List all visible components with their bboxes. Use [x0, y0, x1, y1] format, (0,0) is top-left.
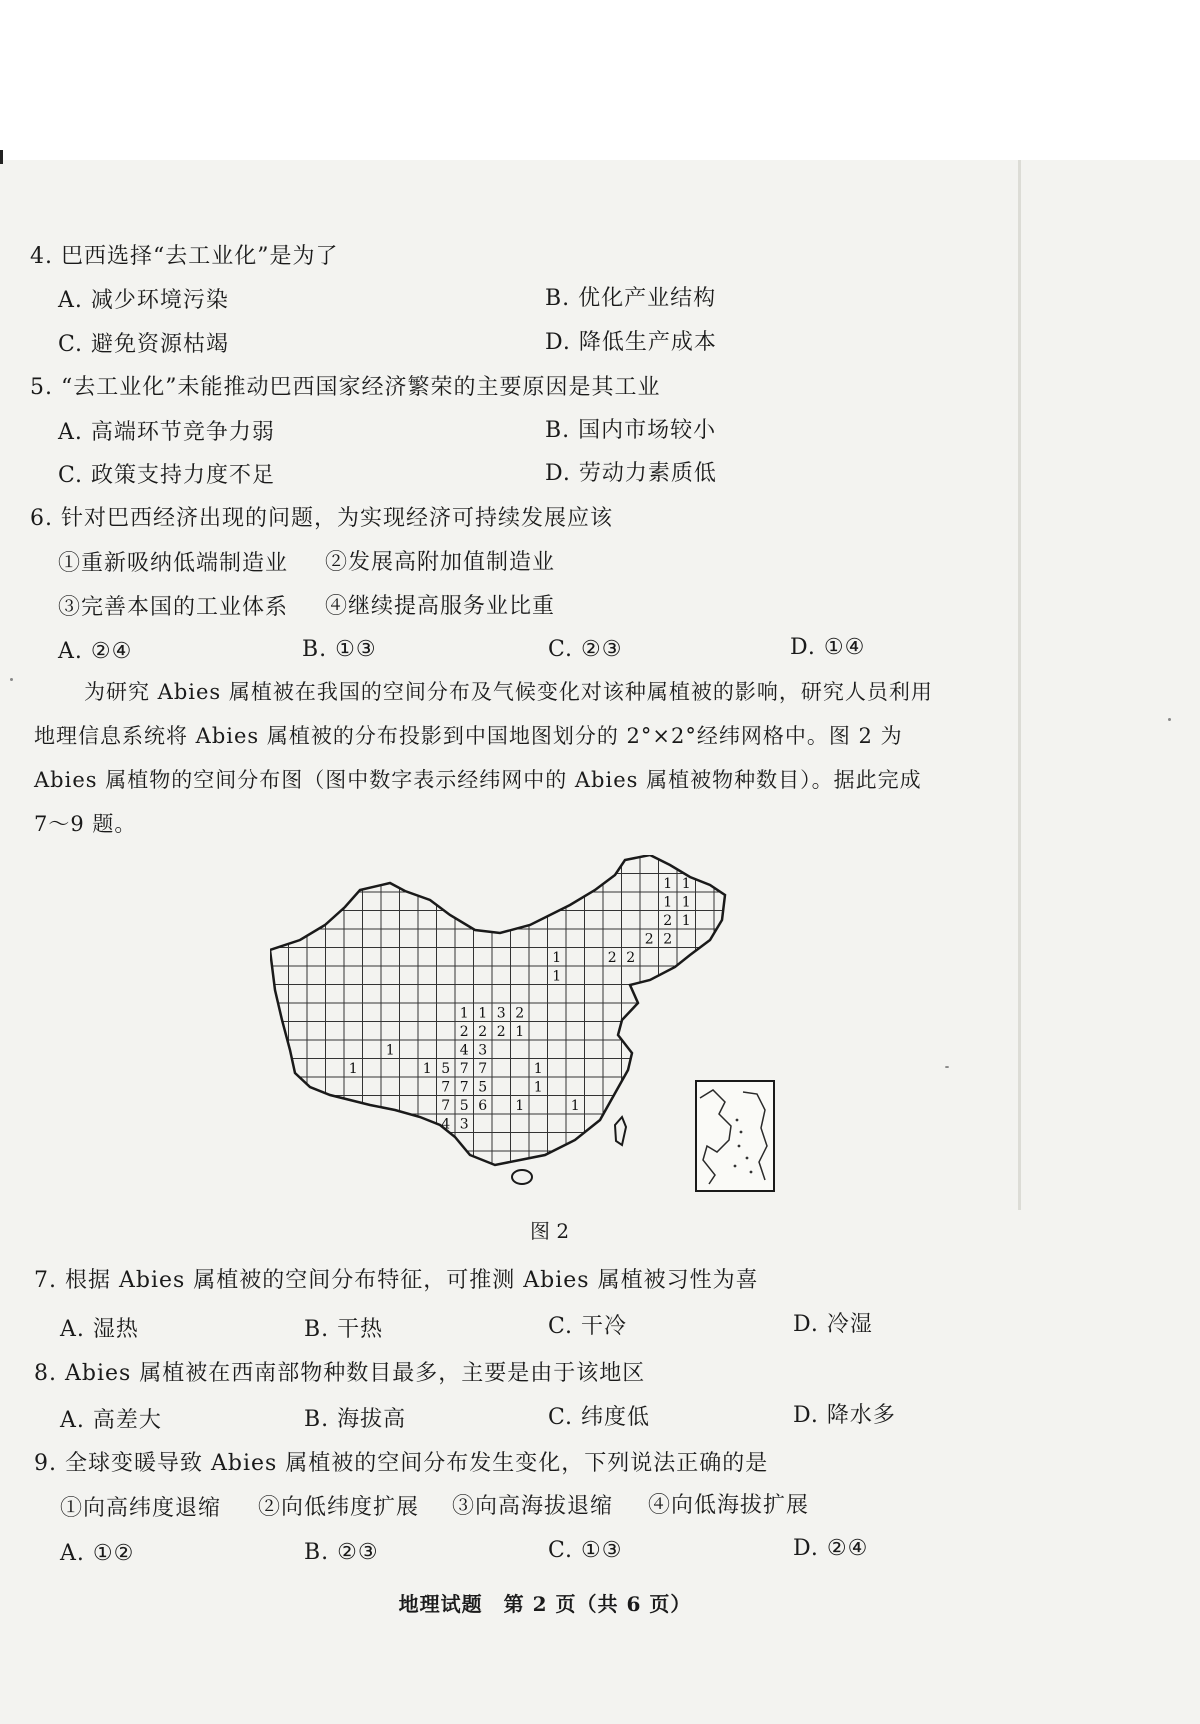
q6-option-d: D. ①④ — [790, 635, 866, 660]
q9-option-b: B. ②③ — [304, 1540, 379, 1565]
grid-species-count: 2 — [515, 1005, 525, 1022]
q8-option-d: D. 降水多 — [793, 1403, 896, 1428]
scan-mark — [0, 150, 3, 164]
q7-option-b: B. 干热 — [304, 1317, 384, 1342]
south-china-sea-inset — [695, 1080, 775, 1192]
grid-species-count: 1 — [348, 1060, 358, 1077]
q9-option-d: D. ②④ — [793, 1536, 869, 1561]
grid-species-count: 5 — [459, 1097, 469, 1114]
q8-option-c: C. 纬度低 — [548, 1405, 651, 1430]
grid-species-count: 1 — [459, 1005, 469, 1022]
grid-species-count: 2 — [478, 1023, 488, 1040]
grid-species-count: 1 — [515, 1097, 525, 1114]
grid-species-count: 2 — [607, 949, 617, 966]
passage-line-2: 地理信息系统将 Abies 属植被的分布投影到中国地图划分的 2°×2°经纬网格中。图 2 为 — [34, 724, 903, 748]
scan-speck — [10, 678, 13, 681]
q7-stem: 7. 根据 Abies 属植被的空间分布特征，可推测 Abies 属植被习性为喜 — [34, 1268, 759, 1293]
q4-option-c: C. 避免资源枯竭 — [58, 332, 230, 357]
grid-species-count: 2 — [459, 1023, 469, 1040]
q6-stem: 6. 针对巴西经济出现的问题，为实现经济可持续发展应该 — [30, 506, 613, 531]
grid-species-count: 7 — [478, 1060, 488, 1077]
grid-species-count: 1 — [570, 1097, 580, 1114]
grid-species-count: 3 — [478, 1042, 488, 1059]
q8-stem: 8. Abies 属植被在西南部物种数目最多，主要是由于该地区 — [34, 1361, 646, 1386]
q6-option-c: C. ②③ — [548, 637, 623, 662]
grid-species-count: 1 — [552, 968, 562, 985]
page-fold-shadow — [1018, 160, 1021, 1210]
passage-line-4: 7～9 题。 — [34, 812, 137, 836]
grid-species-count: 7 — [441, 1079, 451, 1096]
taiwan-outline — [615, 1117, 626, 1145]
scan-speck — [945, 1066, 949, 1068]
grid-species-count: 2 — [644, 931, 654, 948]
q6-option-a: A. ②④ — [58, 639, 133, 664]
grid-species-count: 3 — [496, 1005, 506, 1022]
grid-species-count: 4 — [459, 1042, 469, 1059]
q7-option-a: A. 湿热 — [60, 1317, 139, 1342]
q4-stem: 4. 巴西选择“去工业化”是为了 — [30, 244, 339, 269]
inset-svg — [695, 1080, 775, 1192]
q9-statement-4: ④向低海拔扩展 — [648, 1493, 810, 1518]
q9-option-c: C. ①③ — [548, 1538, 623, 1563]
q9-statement-3: ③向高海拔退缩 — [452, 1494, 614, 1519]
grid-species-count: 1 — [515, 1023, 525, 1040]
q6-statement-4: ④继续提高服务业比重 — [325, 594, 556, 619]
grid-count-labels — [349, 876, 691, 1133]
q5-option-c: C. 政策支持力度不足 — [58, 463, 276, 488]
grid-species-count: 3 — [459, 1116, 469, 1133]
grid-species-count: 5 — [441, 1060, 451, 1077]
q9-stem: 9. 全球变暖导致 Abies 属植被的空间分布发生变化，下列说法正确的是 — [34, 1451, 769, 1476]
grid-species-count: 1 — [478, 1005, 488, 1022]
grid-species-count: 5 — [478, 1079, 488, 1096]
q8-option-b: B. 海拔高 — [304, 1407, 407, 1432]
passage-line-1: 为研究 Abies 属植被在我国的空间分布及气候变化对该种属植被的影响，研究人员利用 — [84, 680, 933, 704]
grid-species-count: 2 — [663, 912, 673, 929]
grid-species-count: 1 — [422, 1060, 432, 1077]
q5-stem: 5. “去工业化”未能推动巴西国家经济繁荣的主要原因是其工业 — [30, 375, 661, 400]
q9-statement-1: ①向高纬度退缩 — [60, 1496, 222, 1521]
grid-species-count: 4 — [441, 1116, 451, 1133]
grid-species-count: 6 — [478, 1097, 488, 1114]
q4-option-a: A. 减少环境污染 — [58, 288, 229, 313]
grid-species-count: 7 — [459, 1079, 469, 1096]
q6-option-b: B. ①③ — [302, 637, 377, 662]
page-footer: 地理试题 第 2 页（共 6 页） — [398, 1592, 692, 1616]
q7-option-d: D. 冷湿 — [793, 1312, 873, 1337]
grid-species-count: 1 — [681, 894, 691, 911]
grid-species-count: 2 — [496, 1023, 506, 1040]
q4-option-d: D. 降低生产成本 — [545, 330, 717, 355]
grid-species-count: 1 — [533, 1060, 543, 1077]
q5-option-d: D. 劳动力素质低 — [545, 461, 717, 486]
grid-species-count: 2 — [626, 949, 636, 966]
grid-species-count: 1 — [681, 912, 691, 929]
grid-species-count: 1 — [663, 875, 673, 892]
grid-species-count: 1 — [552, 949, 562, 966]
q8-option-a: A. 高差大 — [60, 1408, 162, 1433]
passage-text — [34, 670, 1006, 846]
q4-option-b: B. 优化产业结构 — [545, 286, 717, 311]
q9-statement-2: ②向低纬度扩展 — [258, 1495, 420, 1520]
grid-species-count: 1 — [663, 894, 673, 911]
grid-species-count: 7 — [459, 1060, 469, 1077]
q7-option-c: C. 干冷 — [548, 1314, 628, 1339]
grid-species-count: 2 — [663, 931, 673, 948]
grid-species-count: 7 — [441, 1097, 451, 1114]
q5-option-b: B. 国内市场较小 — [545, 418, 717, 443]
grid-species-count: 1 — [681, 875, 691, 892]
q6-statement-1: ①重新吸纳低端制造业 — [58, 551, 289, 576]
q6-statement-2: ②发展高附加值制造业 — [325, 550, 556, 575]
grid-species-count: 1 — [533, 1079, 543, 1096]
hainan-outline — [512, 1170, 532, 1184]
q5-option-a: A. 高端环节竞争力弱 — [58, 420, 275, 445]
figure-caption: 图 2 — [530, 1219, 570, 1243]
grid-species-count: 1 — [385, 1042, 395, 1059]
scan-speck — [1168, 718, 1171, 721]
q9-option-a: A. ①② — [60, 1541, 135, 1566]
q6-statement-3: ③完善本国的工业体系 — [58, 595, 289, 620]
passage-line-3: Abies 属植物的空间分布图（图中数字表示经纬网中的 Abies 属植被物种数目）。据此完成 — [34, 768, 922, 792]
